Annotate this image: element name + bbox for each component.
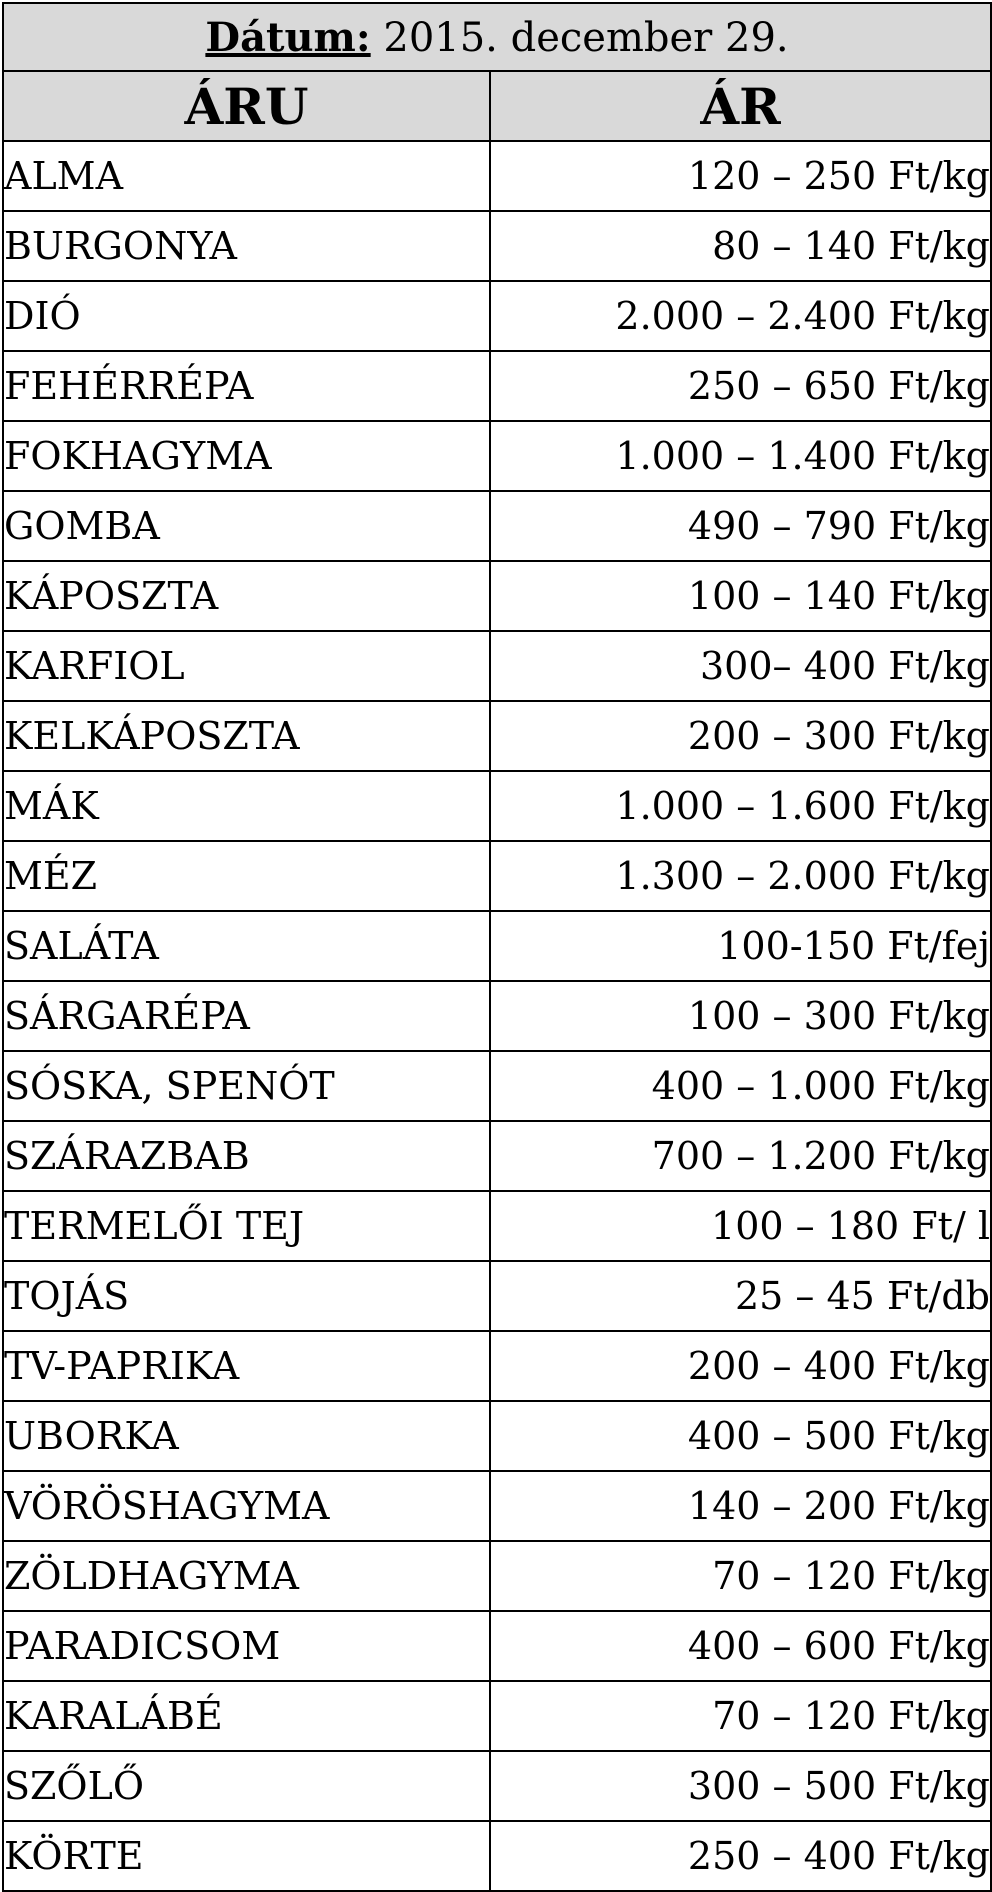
item-price-cell: 490 – 790 Ft/kg [490, 491, 991, 561]
item-price-cell: 140 – 200 Ft/kg [490, 1471, 991, 1541]
item-price-cell: 400 – 500 Ft/kg [490, 1401, 991, 1471]
price-table-body [3, 3, 991, 1891]
table-row [3, 1821, 991, 1891]
table-row [3, 1051, 991, 1121]
item-price-cell: 1.300 – 2.000 Ft/kg [490, 841, 991, 911]
table-row [3, 1541, 991, 1611]
item-price-cell: 400 – 600 Ft/kg [490, 1611, 991, 1681]
item-name-cell: SZŐLŐ [3, 1751, 490, 1821]
item-price-cell: 400 – 1.000 Ft/kg [490, 1051, 991, 1121]
item-name-cell: DIÓ [3, 281, 490, 351]
table-row [3, 701, 991, 771]
date-cell [3, 3, 991, 71]
item-name-cell: GOMBA [3, 491, 490, 561]
item-name-cell: KELKÁPOSZTA [3, 701, 490, 771]
table-row [3, 1261, 991, 1331]
item-price-cell: 100 – 140 Ft/kg [490, 561, 991, 631]
item-name-cell: KÖRTE [3, 1821, 490, 1891]
table-row [3, 1681, 991, 1751]
item-price-cell: 700 – 1.200 Ft/kg [490, 1121, 991, 1191]
price-column-header: ÁR [490, 71, 991, 141]
item-name-cell: UBORKA [3, 1401, 490, 1471]
item-name-cell: MÁK [3, 771, 490, 841]
header-row [3, 71, 991, 141]
item-price-cell: 200 – 400 Ft/kg [490, 1331, 991, 1401]
item-price-cell: 300– 400 Ft/kg [490, 631, 991, 701]
table-row [3, 1121, 991, 1191]
date-value: 2015. december 29. [383, 14, 789, 61]
table-row [3, 141, 991, 211]
table-row [3, 351, 991, 421]
item-price-cell: 25 – 45 Ft/db [490, 1261, 991, 1331]
item-price-cell: 100 – 300 Ft/kg [490, 981, 991, 1051]
item-name-cell: MÉZ [3, 841, 490, 911]
item-price-cell: 250 – 400 Ft/kg [490, 1821, 991, 1891]
item-price-cell: 70 – 120 Ft/kg [490, 1681, 991, 1751]
item-name-cell: TERMELŐI TEJ [3, 1191, 490, 1261]
price-table [2, 2, 992, 1892]
item-name-cell: VÖRÖSHAGYMA [3, 1471, 490, 1541]
item-price-cell: 250 – 650 Ft/kg [490, 351, 991, 421]
item-name-cell: KÁPOSZTA [3, 561, 490, 631]
table-row [3, 1611, 991, 1681]
item-price-cell: 120 – 250 Ft/kg [490, 141, 991, 211]
item-name-cell: PARADICSOM [3, 1611, 490, 1681]
item-name-cell: TOJÁS [3, 1261, 490, 1331]
table-row [3, 1401, 991, 1471]
item-name-cell: SÁRGARÉPA [3, 981, 490, 1051]
item-price-cell: 1.000 – 1.600 Ft/kg [490, 771, 991, 841]
item-name-cell: KARFIOL [3, 631, 490, 701]
item-name-cell: KARALÁBÉ [3, 1681, 490, 1751]
item-name-cell: SZÁRAZBAB [3, 1121, 490, 1191]
item-name-cell: BURGONYA [3, 211, 490, 281]
date-label: Dátum: [205, 13, 371, 61]
table-row [3, 631, 991, 701]
table-row [3, 491, 991, 561]
item-price-cell: 80 – 140 Ft/kg [490, 211, 991, 281]
table-row [3, 1191, 991, 1261]
table-row [3, 911, 991, 981]
table-row [3, 211, 991, 281]
date-row [3, 3, 991, 71]
item-name-cell: FOKHAGYMA [3, 421, 490, 491]
item-price-cell: 200 – 300 Ft/kg [490, 701, 991, 771]
item-column-header: ÁRU [3, 71, 490, 141]
table-row [3, 281, 991, 351]
table-row [3, 1331, 991, 1401]
table-row [3, 1751, 991, 1821]
item-name-cell: FEHÉRRÉPA [3, 351, 490, 421]
item-name-cell: SÓSKA, SPENÓT [3, 1051, 490, 1121]
item-name-cell: ALMA [3, 141, 490, 211]
item-price-cell: 300 – 500 Ft/kg [490, 1751, 991, 1821]
item-price-cell: 100-150 Ft/fej [490, 911, 991, 981]
table-row [3, 421, 991, 491]
item-name-cell: SALÁTA [3, 911, 490, 981]
item-name-cell: TV-PAPRIKA [3, 1331, 490, 1401]
item-price-cell: 100 – 180 Ft/ l [490, 1191, 991, 1261]
table-row [3, 981, 991, 1051]
table-row [3, 841, 991, 911]
item-price-cell: 2.000 – 2.400 Ft/kg [490, 281, 991, 351]
item-price-cell: 70 – 120 Ft/kg [490, 1541, 991, 1611]
table-row [3, 1471, 991, 1541]
table-row [3, 561, 991, 631]
item-name-cell: ZÖLDHAGYMA [3, 1541, 490, 1611]
table-row [3, 771, 991, 841]
item-price-cell: 1.000 – 1.400 Ft/kg [490, 421, 991, 491]
